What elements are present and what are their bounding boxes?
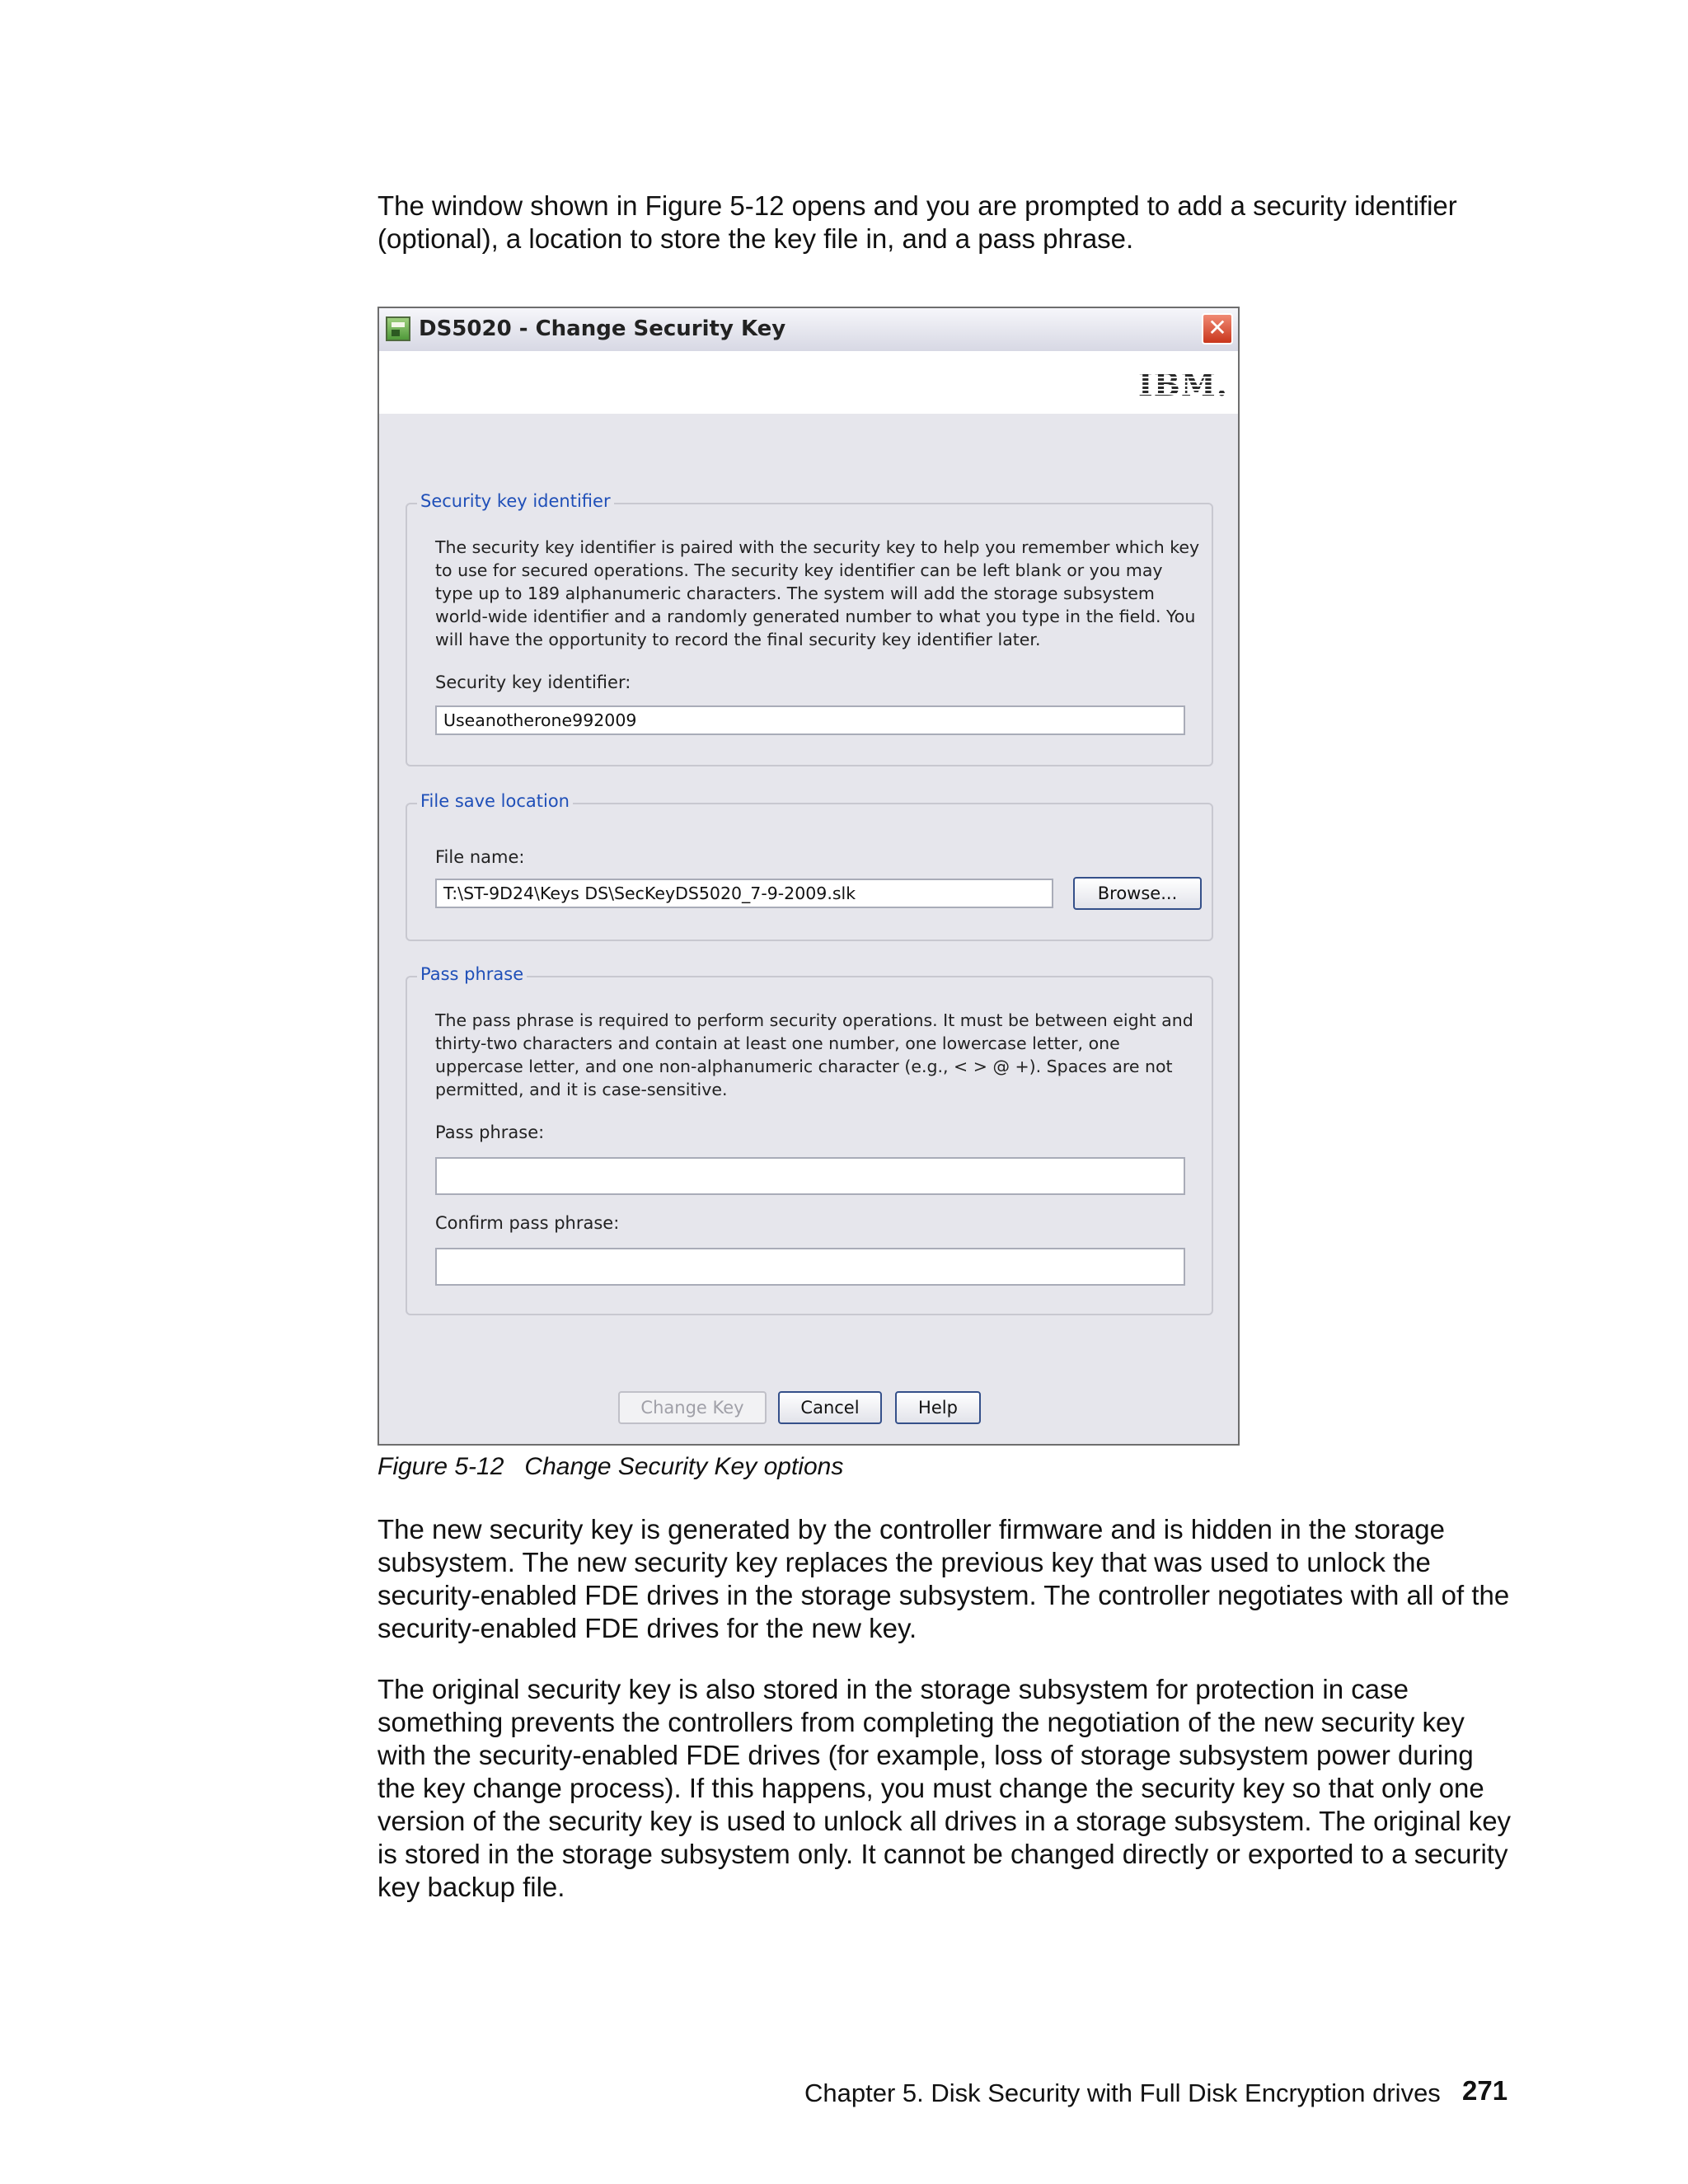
change-security-key-dialog xyxy=(377,307,1240,1446)
app-window-icon xyxy=(386,316,410,341)
intro-paragraph: The window shown in Figure 5-12 opens and you are prompted to add a security identifier (optional), a location to store the key file in, and a pass phrase. xyxy=(377,190,1457,254)
pass-phrase-description: The pass phrase is required to perform security operations. It must be between eight and thirty-two characters and contain at least one number, one lowercase letter, one uppercase letter, and one non-alphanumeric character (e.g., < > @ +). Spaces are not permitted, and it is case-sensitive. xyxy=(435,1010,1193,1099)
file-name-input[interactable]: T:\ST-9D24\Keys DS\SecKeyDS5020_7-9-2009.slk xyxy=(435,879,1053,908)
close-icon[interactable]: ✕ xyxy=(1202,313,1233,344)
security-key-identifier-input[interactable]: Useanotherone992009 xyxy=(435,705,1185,735)
help-button[interactable]: Help xyxy=(895,1391,981,1424)
file-save-location-legend: File save location xyxy=(417,791,573,811)
pass-phrase-input[interactable] xyxy=(435,1157,1185,1195)
security-key-identifier-legend: Security key identifier xyxy=(417,491,614,511)
file-name-label: File name: xyxy=(435,847,525,867)
pass-phrase-label: Pass phrase: xyxy=(435,1122,545,1142)
change-key-button[interactable]: Change Key xyxy=(618,1391,767,1424)
confirm-pass-phrase-label: Confirm pass phrase: xyxy=(435,1213,620,1233)
pass-phrase-legend: Pass phrase xyxy=(417,964,527,984)
security-key-identifier-group xyxy=(406,491,1213,766)
body-paragraph-2: The original security key is also stored in the storage subsystem for protection in case something prevents the controllers from completing the negotiation of the new security key with the security-enabled FDE drives (for example, loss of storage subsystem power during the key change process). If this happens, you must change the security key so that only one version of the security key is used to unlock all drives in a storage subsystem. The original key is stored in the storage subsystem only. It cannot be changed directly or exported to a security key backup file. xyxy=(377,1674,1512,1902)
dialog-title: DS5020 - Change Security Key xyxy=(419,316,786,341)
body-paragraph-1: The new security key is generated by the controller firmware and is hidden in the storage subsystem. The new security key replaces the previous key that was used to unlock the security-enabled FDE drives in the storage subsystem. The controller negotiates with all of the security-enabled FDE drives for the new key. xyxy=(377,1514,1510,1643)
security-key-identifier-description: The security key identifier is paired with the security key to help you remember which key to use for secured operations. The security key identifier can be left blank or you may type up to 189 alphanumeric characters. The system will add the storage subsystem world-wide identifier and a randomly generated number to what you type in the field. You will have the opportunity to record the final security key identifier later. xyxy=(435,537,1200,649)
browse-button[interactable]: Browse... xyxy=(1073,877,1202,910)
file-save-location-group xyxy=(406,791,1213,941)
pass-phrase-group xyxy=(406,964,1213,1315)
dialog-titlebar[interactable] xyxy=(379,308,1238,353)
dialog-banner xyxy=(379,351,1238,414)
confirm-pass-phrase-input[interactable] xyxy=(435,1248,1185,1286)
security-key-identifier-label: Security key identifier: xyxy=(435,673,631,692)
ibm-logo: IBM. xyxy=(1137,366,1228,403)
page-number: 271 xyxy=(1462,2075,1508,2106)
figure-caption: Figure 5-12 Change Security Key options xyxy=(377,1453,844,1480)
cancel-button[interactable]: Cancel xyxy=(778,1391,882,1424)
chapter-footer: Chapter 5. Disk Security with Full Disk Encryption drives xyxy=(804,2079,1441,2107)
